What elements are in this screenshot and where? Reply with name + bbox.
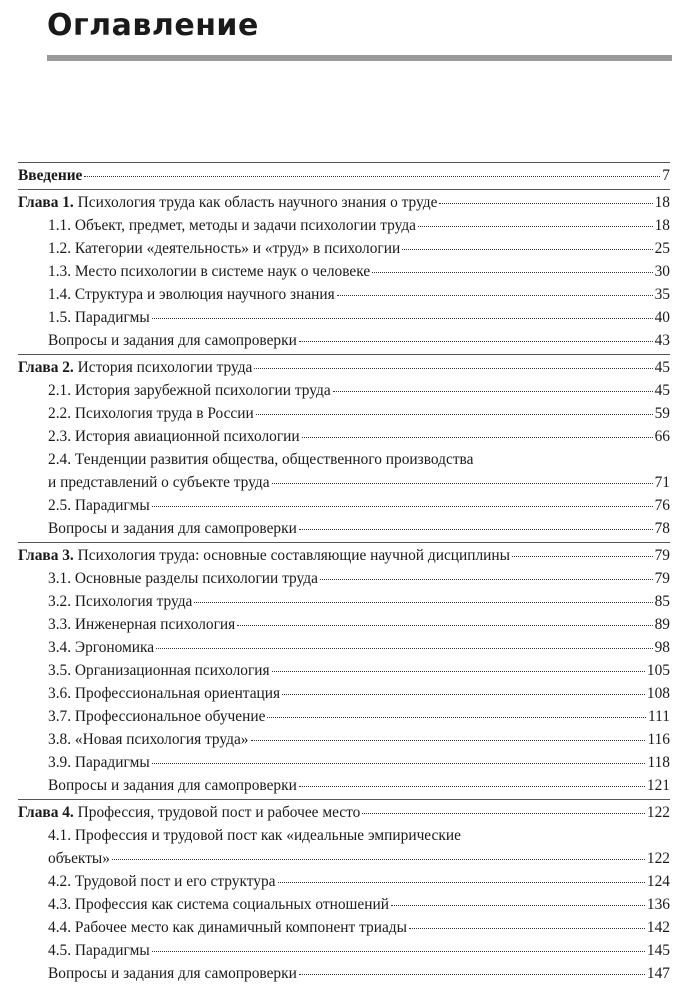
page-title: Оглавление <box>47 8 259 43</box>
chapter-label: Глава 4. <box>18 804 74 821</box>
toc-intro[interactable] <box>18 164 670 187</box>
toc-section-title: 3.8. «Новая психология труда» <box>48 731 249 748</box>
toc-section-title: 1.4. Структура и эволюция научного знания <box>48 286 335 303</box>
toc-section[interactable] <box>18 283 670 306</box>
toc-section-page: 59 <box>654 405 670 422</box>
toc-section[interactable] <box>18 962 670 985</box>
toc-section-page: 116 <box>647 731 670 748</box>
toc-section-page: 145 <box>646 942 670 959</box>
toc-section[interactable] <box>18 494 670 517</box>
toc-chapter-title <box>18 801 360 824</box>
toc-section-title: 3.9. Парадигмы <box>48 754 150 771</box>
toc-section-page: 43 <box>654 332 670 349</box>
toc-section[interactable] <box>18 613 670 636</box>
toc-section[interactable] <box>18 893 670 916</box>
toc-section-page: 136 <box>646 896 670 913</box>
toc-chapter[interactable] <box>18 801 670 824</box>
toc-section-page: 122 <box>646 850 670 867</box>
dot-leader <box>333 391 653 392</box>
toc-chapter-page: 122 <box>646 804 670 821</box>
toc-section-page: 18 <box>654 217 670 234</box>
dot-leader <box>391 905 645 906</box>
toc-section-page: 79 <box>654 570 670 587</box>
toc-section-title: 4.2. Трудовой пост и его структура <box>48 873 276 890</box>
toc-section-title: объекты» <box>48 850 110 867</box>
toc-section-page: 35 <box>654 286 670 303</box>
toc-section-title: и представлений о субъекте труда <box>48 474 270 491</box>
dot-leader <box>299 786 645 787</box>
toc-section-title: 2.1. История зарубежной психологии труда <box>48 382 331 399</box>
toc-section[interactable] <box>18 636 670 659</box>
toc-section[interactable] <box>18 659 670 682</box>
toc-chapter[interactable] <box>18 356 670 379</box>
dot-leader <box>156 648 653 649</box>
toc-section-title: 4.4. Рабочее место как динамичный компонент триады <box>48 919 407 936</box>
toc-section-title: 3.4. Эргономика <box>48 639 155 656</box>
toc-section-title: 2.5. Парадигмы <box>48 497 150 514</box>
toc-section[interactable] <box>18 471 670 494</box>
toc-section-page: 45 <box>654 382 670 399</box>
dot-leader <box>152 318 653 319</box>
toc-section-title: Вопросы и задания для самопроверки <box>48 332 297 349</box>
dot-leader <box>152 506 653 507</box>
toc-section[interactable] <box>18 379 670 402</box>
toc-section[interactable] <box>18 214 670 237</box>
toc-section-title: 3.5. Организационная психология <box>48 662 270 679</box>
dot-leader <box>272 671 645 672</box>
toc-section-title: Вопросы и задания для самопроверки <box>48 777 297 794</box>
toc-section[interactable] <box>18 728 670 751</box>
dot-leader <box>267 717 646 718</box>
toc-section[interactable] <box>18 260 670 283</box>
toc-section-title: 3.3. Инженерная психология <box>48 616 236 633</box>
toc-section-page: 108 <box>646 685 670 702</box>
toc-section[interactable] <box>18 705 670 728</box>
toc-section-page: 78 <box>654 520 670 537</box>
dot-leader <box>409 928 645 929</box>
toc-section-title: 2.2. Психология труда в России <box>48 405 254 422</box>
toc-section-page: 71 <box>654 474 670 491</box>
separator <box>18 542 670 543</box>
toc-section[interactable] <box>18 237 670 260</box>
toc-section[interactable] <box>18 306 670 329</box>
dot-leader <box>84 176 660 177</box>
dot-leader <box>299 529 653 530</box>
toc-section[interactable] <box>18 916 670 939</box>
dot-leader <box>337 295 653 296</box>
toc-section-title: 4.3. Профессия как система социальных отношений <box>48 896 389 913</box>
dot-leader <box>152 763 646 764</box>
dot-leader <box>302 437 653 438</box>
toc-section[interactable] <box>18 870 670 893</box>
chapter-label: Глава 2. <box>18 359 74 376</box>
chapter-title: Психология труда: основные составляющие научной дисциплины <box>77 547 510 564</box>
separator <box>18 354 670 355</box>
chapter-label: Глава 3. <box>18 547 74 564</box>
dot-leader <box>194 602 652 603</box>
chapter-title: Профессия, трудовой пост и рабочее место <box>77 804 361 821</box>
toc-section-title: 2.3. История авиационной психологии <box>48 428 300 445</box>
toc-section-page: 142 <box>646 919 670 936</box>
toc-section[interactable] <box>18 402 670 425</box>
toc-chapter-title <box>18 356 252 379</box>
dot-leader <box>256 414 653 415</box>
toc-section-page: 121 <box>646 777 670 794</box>
toc-section[interactable] <box>18 425 670 448</box>
dot-leader <box>282 694 645 695</box>
dot-leader <box>299 341 653 342</box>
toc-section-title: 1.3. Место психологии в системе наук о человеке <box>48 263 371 280</box>
chapter-title: Психология труда как область научного знания о труде <box>77 194 438 211</box>
toc-intro-title: Введение <box>18 167 83 184</box>
title-rule <box>47 55 672 61</box>
toc-section[interactable] <box>18 682 670 705</box>
toc-section[interactable] <box>18 939 670 962</box>
chapter-label: Глава 1. <box>18 194 74 211</box>
toc-section[interactable] <box>18 329 670 352</box>
dot-leader <box>299 974 645 975</box>
toc-section-title: 4.5. Парадигмы <box>48 942 150 959</box>
toc-chapter-title <box>18 191 437 214</box>
toc-chapter-title <box>18 544 510 567</box>
toc-chapter-page: 18 <box>654 194 670 211</box>
dot-leader <box>251 740 646 741</box>
chapter-title: История психологии труда <box>77 359 253 376</box>
dot-leader <box>362 813 645 814</box>
dot-leader <box>254 368 652 369</box>
toc-section-page: 105 <box>646 662 670 679</box>
toc-chapter[interactable] <box>18 191 670 214</box>
separator <box>18 189 670 190</box>
toc-section-page: 147 <box>646 965 670 982</box>
toc-chapter-page: 79 <box>654 547 670 564</box>
toc-section-title: 3.1. Основные разделы психологии труда <box>48 570 318 587</box>
toc-chapter[interactable] <box>18 544 670 567</box>
toc-section-page: 98 <box>654 639 670 656</box>
dot-leader <box>112 859 645 860</box>
table-of-contents <box>18 160 670 985</box>
toc-section-title-line: 2.4. Тенденции развития общества, общественного производства <box>48 451 474 468</box>
toc-section-title-line: 4.1. Профессия и трудовой пост как «идеальные эмпирические <box>48 827 461 844</box>
toc-section[interactable] <box>18 567 670 590</box>
separator <box>18 162 670 163</box>
toc-section[interactable] <box>18 751 670 774</box>
toc-section-page: 25 <box>654 240 670 257</box>
toc-section-page: 66 <box>654 428 670 445</box>
toc-section-title: Вопросы и задания для самопроверки <box>48 965 297 982</box>
toc-section-title: Вопросы и задания для самопроверки <box>48 520 297 537</box>
toc-section-title: 3.6. Профессиональная ориентация <box>48 685 281 702</box>
toc-section-page: 124 <box>646 873 670 890</box>
dot-leader <box>278 882 645 883</box>
toc-section-page: 89 <box>654 616 670 633</box>
toc-section-title: 3.2. Психология труда <box>48 593 193 610</box>
separator <box>18 799 670 800</box>
toc-section-title: 1.1. Объект, предмет, методы и задачи психологии труда <box>48 217 416 234</box>
dot-leader <box>272 483 653 484</box>
toc-section[interactable] <box>18 517 670 540</box>
dot-leader <box>237 625 652 626</box>
toc-section-title: 1.5. Парадигмы <box>48 309 150 326</box>
toc-section-page: 40 <box>654 309 670 326</box>
toc-intro-page: 7 <box>662 167 670 184</box>
toc-section-page: 76 <box>654 497 670 514</box>
dot-leader <box>152 951 645 952</box>
dot-leader <box>402 249 652 250</box>
dot-leader <box>372 272 652 273</box>
toc-section-title: 1.2. Категории «деятельность» и «труд» в психологии <box>48 240 401 257</box>
toc-section-page: 118 <box>647 754 670 771</box>
toc-section-page: 111 <box>648 708 670 725</box>
dot-leader <box>320 579 653 580</box>
dot-leader <box>418 226 653 227</box>
toc-section-page: 85 <box>654 593 670 610</box>
toc-section-title: 3.7. Профессиональное обучение <box>48 708 266 725</box>
toc-section[interactable] <box>18 847 670 870</box>
dot-leader <box>512 556 653 557</box>
toc-chapter-page: 45 <box>654 359 670 376</box>
dot-leader <box>439 203 652 204</box>
toc-section[interactable] <box>18 590 670 613</box>
toc-section-page: 30 <box>654 263 670 280</box>
toc-section[interactable] <box>18 774 670 797</box>
